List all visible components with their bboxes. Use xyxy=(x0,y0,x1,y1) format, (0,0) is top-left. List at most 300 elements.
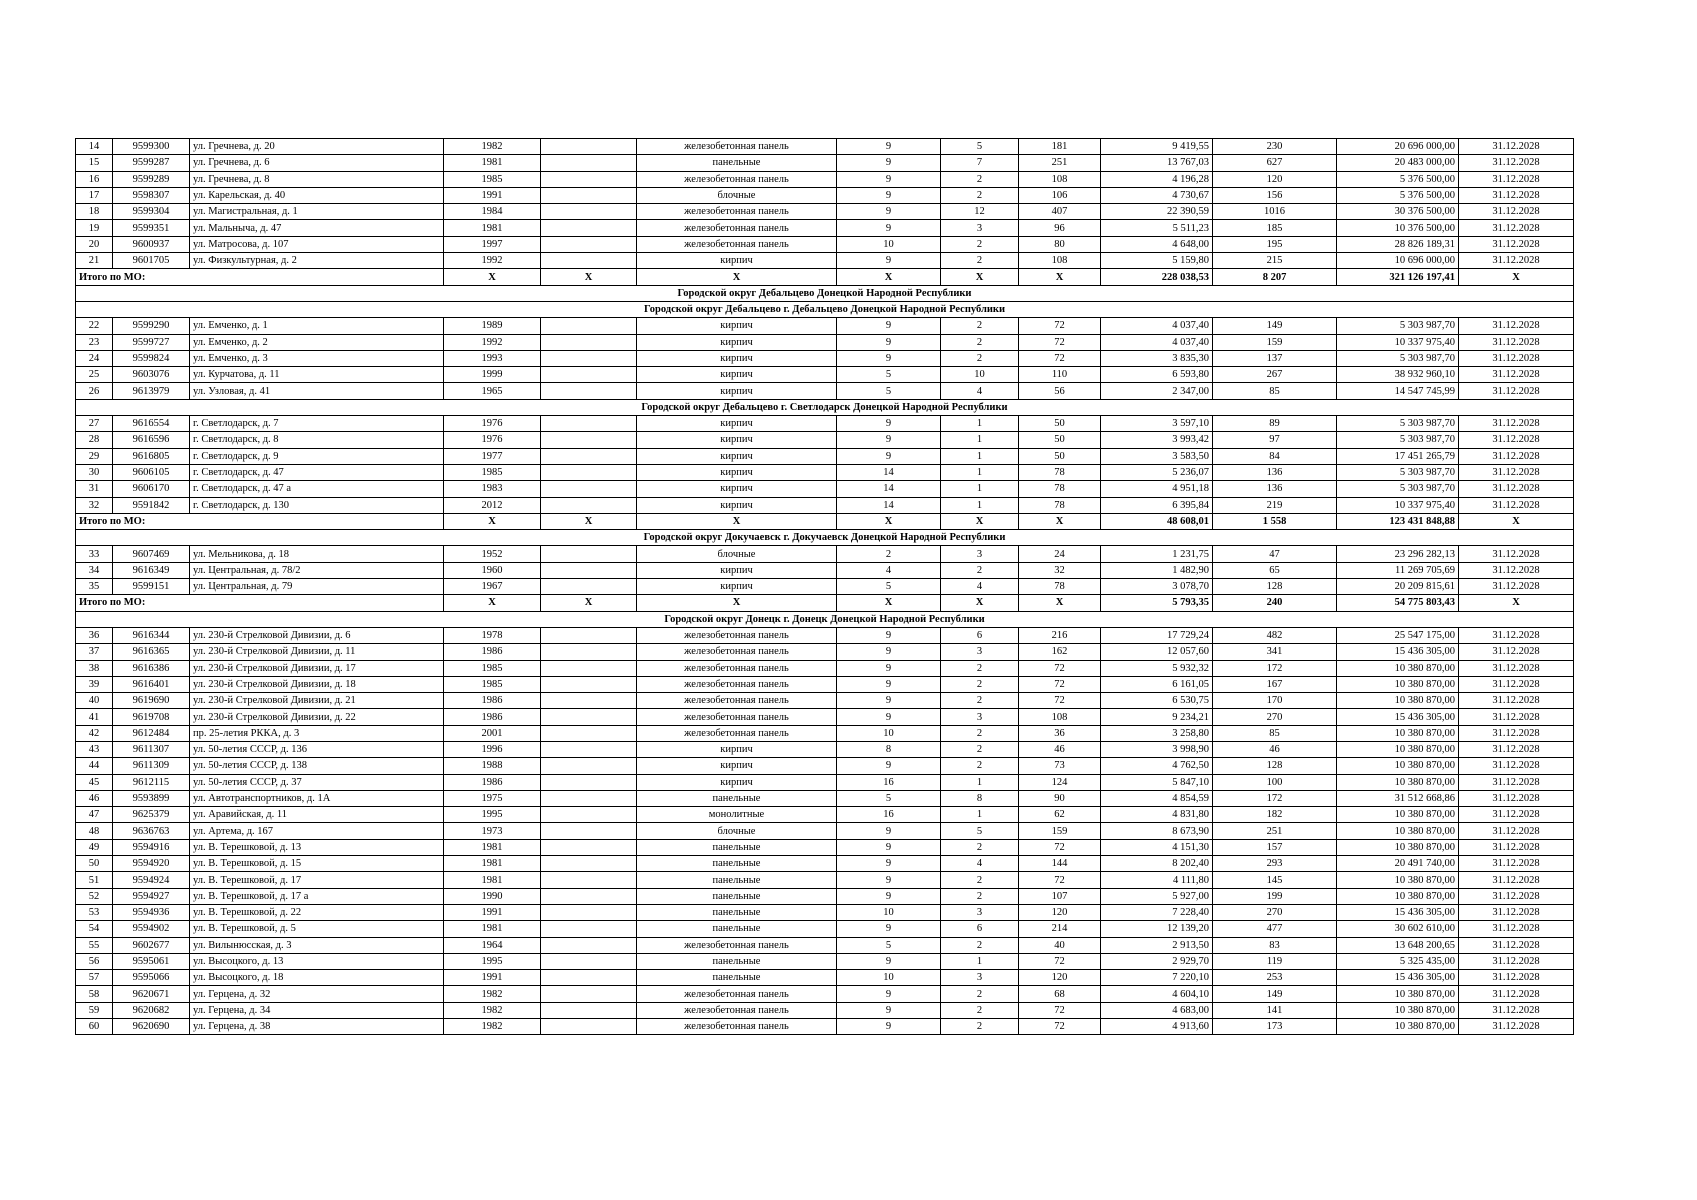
table-row xyxy=(76,937,1574,953)
cell-object-id: 9607469 xyxy=(113,546,190,562)
cell-cost: 10 380 870,00 xyxy=(1337,676,1459,692)
cell-wall-material: кирпич xyxy=(637,579,837,595)
cell-empty-col xyxy=(541,937,637,953)
cell-cost: 10 380 870,00 xyxy=(1337,1019,1459,1035)
cell-address: ул. 230-й Стрелковой Дивизии, д. 6 xyxy=(190,627,444,643)
cell-floors: 9 xyxy=(837,155,941,171)
cell-floors: 16 xyxy=(837,807,941,823)
table-row xyxy=(76,970,1574,986)
cell-deadline: 31.12.2028 xyxy=(1459,823,1574,839)
cell-entrances: 2 xyxy=(941,741,1019,757)
cell-address: ул. Гречнева, д. 20 xyxy=(190,139,444,155)
cell-object-id: 9598307 xyxy=(113,187,190,203)
cell-row-number: 17 xyxy=(76,187,113,203)
cell-apartments: 124 xyxy=(1019,774,1101,790)
total-row xyxy=(76,513,1574,529)
cell-area: 9 419,55 xyxy=(1101,139,1213,155)
cell-address: г. Светлодарск, д. 47 а xyxy=(190,481,444,497)
cell-wall-material: панельные xyxy=(637,872,837,888)
cell-wall-material: железобетонная панель xyxy=(637,171,837,187)
cell-year-built: 1992 xyxy=(444,334,541,350)
cell-apartments: 50 xyxy=(1019,416,1101,432)
cell-object-id: 9616365 xyxy=(113,644,190,660)
cell-address: ул. Емченко, д. 2 xyxy=(190,334,444,350)
cell-year-built: 1984 xyxy=(444,204,541,220)
cell-cost: 28 826 189,31 xyxy=(1337,236,1459,252)
cell-empty-col xyxy=(541,1002,637,1018)
cell-cost: 10 380 870,00 xyxy=(1337,725,1459,741)
cell-entrances: 2 xyxy=(941,1019,1019,1035)
cell-deadline: 31.12.2028 xyxy=(1459,432,1574,448)
cell-empty-col xyxy=(541,497,637,513)
cell-address: ул. Магистральная, д. 1 xyxy=(190,204,444,220)
cell-year-built: 1986 xyxy=(444,709,541,725)
cell-floors: 9 xyxy=(837,253,941,269)
cell-year-built: 1999 xyxy=(444,367,541,383)
cell-floors: 9 xyxy=(837,693,941,709)
cell-apartments: 62 xyxy=(1019,807,1101,823)
cell-area: 1 482,90 xyxy=(1101,562,1213,578)
cell-wall-material: железобетонная панель xyxy=(637,725,837,741)
cell-row-number: 47 xyxy=(76,807,113,823)
cell-row-number: 52 xyxy=(76,888,113,904)
total-cell: X xyxy=(637,269,837,285)
cell-deadline: 31.12.2028 xyxy=(1459,660,1574,676)
cell-address: ул. Гречнева, д. 8 xyxy=(190,171,444,187)
cell-residents: 199 xyxy=(1213,888,1337,904)
total-cell: X xyxy=(1019,595,1101,611)
cell-row-number: 18 xyxy=(76,204,113,220)
cell-cost: 15 436 305,00 xyxy=(1337,644,1459,660)
cell-empty-col xyxy=(541,725,637,741)
table-row xyxy=(76,758,1574,774)
section-title: Городской округ Дебальцево Донецкой Народной Республики xyxy=(76,285,1574,301)
cell-cost: 38 932 960,10 xyxy=(1337,367,1459,383)
cell-residents: 84 xyxy=(1213,448,1337,464)
cell-empty-col xyxy=(541,448,637,464)
cell-apartments: 72 xyxy=(1019,872,1101,888)
cell-apartments: 78 xyxy=(1019,579,1101,595)
cell-area: 12 139,20 xyxy=(1101,921,1213,937)
cell-row-number: 24 xyxy=(76,350,113,366)
total-cell: X xyxy=(444,269,541,285)
cell-area: 12 057,60 xyxy=(1101,644,1213,660)
cell-cost: 20 209 815,61 xyxy=(1337,579,1459,595)
cell-floors: 9 xyxy=(837,1002,941,1018)
cell-empty-col xyxy=(541,741,637,757)
cell-wall-material: железобетонная панель xyxy=(637,676,837,692)
table-row xyxy=(76,676,1574,692)
cell-object-id: 9599287 xyxy=(113,155,190,171)
cell-apartments: 36 xyxy=(1019,725,1101,741)
cell-object-id: 9602677 xyxy=(113,937,190,953)
cell-area: 4 196,28 xyxy=(1101,171,1213,187)
cell-cost: 15 436 305,00 xyxy=(1337,904,1459,920)
table-row xyxy=(76,904,1574,920)
cell-year-built: 1990 xyxy=(444,888,541,904)
cell-wall-material: панельные xyxy=(637,888,837,904)
cell-entrances: 10 xyxy=(941,367,1019,383)
cell-apartments: 78 xyxy=(1019,481,1101,497)
cell-year-built: 1982 xyxy=(444,1002,541,1018)
cell-floors: 4 xyxy=(837,562,941,578)
cell-object-id: 9612115 xyxy=(113,774,190,790)
cell-address: ул. В. Терешковой, д. 17 xyxy=(190,872,444,888)
cell-entrances: 1 xyxy=(941,448,1019,464)
cell-wall-material: железобетонная панель xyxy=(637,986,837,1002)
cell-year-built: 1985 xyxy=(444,660,541,676)
cell-address: г. Светлодарск, д. 47 xyxy=(190,464,444,480)
cell-residents: 270 xyxy=(1213,709,1337,725)
cell-row-number: 54 xyxy=(76,921,113,937)
cell-floors: 9 xyxy=(837,856,941,872)
cell-address: ул. Физкультурная, д. 2 xyxy=(190,253,444,269)
cell-residents: 46 xyxy=(1213,741,1337,757)
cell-cost: 10 696 000,00 xyxy=(1337,253,1459,269)
total-cell: X xyxy=(637,513,837,529)
cell-area: 8 673,90 xyxy=(1101,823,1213,839)
cell-floors: 8 xyxy=(837,741,941,757)
table-row xyxy=(76,204,1574,220)
cell-entrances: 8 xyxy=(941,790,1019,806)
cell-year-built: 1977 xyxy=(444,448,541,464)
cell-deadline: 31.12.2028 xyxy=(1459,204,1574,220)
cell-floors: 9 xyxy=(837,660,941,676)
cell-cost: 5 325 435,00 xyxy=(1337,953,1459,969)
cell-deadline: 31.12.2028 xyxy=(1459,171,1574,187)
cell-address: ул. Автотранспортников, д. 1А xyxy=(190,790,444,806)
cell-deadline: 31.12.2028 xyxy=(1459,220,1574,236)
cell-address: ул. Артема, д. 167 xyxy=(190,823,444,839)
cell-wall-material: железобетонная панель xyxy=(637,236,837,252)
table-row xyxy=(76,660,1574,676)
cell-residents: 145 xyxy=(1213,872,1337,888)
cell-row-number: 43 xyxy=(76,741,113,757)
table-row xyxy=(76,725,1574,741)
cell-area: 2 929,70 xyxy=(1101,953,1213,969)
cell-floors: 10 xyxy=(837,904,941,920)
cell-wall-material: панельные xyxy=(637,904,837,920)
table-row xyxy=(76,1019,1574,1035)
cell-empty-col xyxy=(541,839,637,855)
cell-entrances: 1 xyxy=(941,497,1019,513)
cell-empty-col xyxy=(541,383,637,399)
cell-cost: 5 376 500,00 xyxy=(1337,171,1459,187)
cell-empty-col xyxy=(541,823,637,839)
cell-entrances: 1 xyxy=(941,774,1019,790)
cell-object-id: 9600937 xyxy=(113,236,190,252)
total-cell: X xyxy=(837,513,941,529)
table-row xyxy=(76,318,1574,334)
table-row xyxy=(76,383,1574,399)
cell-deadline: 31.12.2028 xyxy=(1459,562,1574,578)
cell-area: 5 236,07 xyxy=(1101,464,1213,480)
total-cell: X xyxy=(444,595,541,611)
cell-deadline: 31.12.2028 xyxy=(1459,807,1574,823)
cell-entrances: 3 xyxy=(941,904,1019,920)
cell-wall-material: кирпич xyxy=(637,350,837,366)
cell-apartments: 108 xyxy=(1019,171,1101,187)
cell-empty-col xyxy=(541,562,637,578)
cell-entrances: 2 xyxy=(941,937,1019,953)
cell-year-built: 1997 xyxy=(444,236,541,252)
cell-address: пр. 25-летия РККА, д. 3 xyxy=(190,725,444,741)
cell-wall-material: железобетонная панель xyxy=(637,139,837,155)
cell-address: ул. В. Терешковой, д. 15 xyxy=(190,856,444,872)
cell-wall-material: железобетонная панель xyxy=(637,204,837,220)
cell-apartments: 24 xyxy=(1019,546,1101,562)
cell-residents: 85 xyxy=(1213,383,1337,399)
table-row xyxy=(76,644,1574,660)
cell-cost: 5 303 987,70 xyxy=(1337,464,1459,480)
cell-empty-col xyxy=(541,432,637,448)
cell-residents: 341 xyxy=(1213,644,1337,660)
cell-area: 6 161,05 xyxy=(1101,676,1213,692)
cell-object-id: 9599351 xyxy=(113,220,190,236)
cell-deadline: 31.12.2028 xyxy=(1459,970,1574,986)
cell-empty-col xyxy=(541,220,637,236)
cell-row-number: 16 xyxy=(76,171,113,187)
cell-row-number: 60 xyxy=(76,1019,113,1035)
table-row xyxy=(76,807,1574,823)
cell-wall-material: кирпич xyxy=(637,464,837,480)
table-row xyxy=(76,464,1574,480)
cell-object-id: 9616805 xyxy=(113,448,190,464)
cell-row-number: 48 xyxy=(76,823,113,839)
cell-deadline: 31.12.2028 xyxy=(1459,155,1574,171)
cell-object-id: 9599300 xyxy=(113,139,190,155)
table-row xyxy=(76,334,1574,350)
cell-year-built: 1964 xyxy=(444,937,541,953)
cell-row-number: 21 xyxy=(76,253,113,269)
table-row xyxy=(76,921,1574,937)
cell-deadline: 31.12.2028 xyxy=(1459,921,1574,937)
cell-address: ул. В. Терешковой, д. 22 xyxy=(190,904,444,920)
cell-empty-col xyxy=(541,187,637,203)
cell-wall-material: панельные xyxy=(637,921,837,937)
total-cell: 5 793,35 xyxy=(1101,595,1213,611)
cell-floors: 14 xyxy=(837,464,941,480)
housing-register-table xyxy=(75,138,1574,1035)
cell-entrances: 2 xyxy=(941,562,1019,578)
table-body xyxy=(76,139,1574,1035)
cell-area: 5 511,23 xyxy=(1101,220,1213,236)
cell-area: 4 951,18 xyxy=(1101,481,1213,497)
table-row xyxy=(76,350,1574,366)
cell-wall-material: панельные xyxy=(637,155,837,171)
cell-wall-material: кирпич xyxy=(637,481,837,497)
cell-row-number: 39 xyxy=(76,676,113,692)
table-row xyxy=(76,627,1574,643)
cell-cost: 10 380 870,00 xyxy=(1337,872,1459,888)
cell-empty-col xyxy=(541,774,637,790)
section-header-row xyxy=(76,285,1574,301)
cell-floors: 9 xyxy=(837,888,941,904)
cell-wall-material: панельные xyxy=(637,790,837,806)
total-cell: X xyxy=(541,513,637,529)
cell-object-id: 9620690 xyxy=(113,1019,190,1035)
cell-residents: 137 xyxy=(1213,350,1337,366)
cell-object-id: 9606105 xyxy=(113,464,190,480)
cell-empty-col xyxy=(541,904,637,920)
municipality-title: Городской округ Дебальцево г. Дебальцево Донецкой Народной Республики xyxy=(76,301,1574,317)
cell-floors: 9 xyxy=(837,187,941,203)
cell-row-number: 50 xyxy=(76,856,113,872)
cell-residents: 119 xyxy=(1213,953,1337,969)
cell-deadline: 31.12.2028 xyxy=(1459,872,1574,888)
table-row xyxy=(76,367,1574,383)
cell-object-id: 9636763 xyxy=(113,823,190,839)
cell-empty-col xyxy=(541,318,637,334)
cell-floors: 9 xyxy=(837,416,941,432)
table-row xyxy=(76,1002,1574,1018)
cell-floors: 14 xyxy=(837,481,941,497)
cell-entrances: 2 xyxy=(941,350,1019,366)
cell-wall-material: кирпич xyxy=(637,334,837,350)
cell-cost: 10 337 975,40 xyxy=(1337,334,1459,350)
cell-row-number: 14 xyxy=(76,139,113,155)
total-cell: X xyxy=(941,269,1019,285)
cell-address: ул. Аравийская, д. 11 xyxy=(190,807,444,823)
cell-area: 5 927,00 xyxy=(1101,888,1213,904)
cell-address: ул. 230-й Стрелковой Дивизии, д. 21 xyxy=(190,693,444,709)
cell-wall-material: кирпич xyxy=(637,432,837,448)
cell-year-built: 1992 xyxy=(444,253,541,269)
cell-year-built: 1991 xyxy=(444,970,541,986)
cell-cost: 11 269 705,69 xyxy=(1337,562,1459,578)
cell-cost: 10 337 975,40 xyxy=(1337,497,1459,513)
cell-object-id: 9591842 xyxy=(113,497,190,513)
cell-residents: 85 xyxy=(1213,725,1337,741)
cell-wall-material: кирпич xyxy=(637,416,837,432)
cell-floors: 9 xyxy=(837,986,941,1002)
table-row xyxy=(76,253,1574,269)
cell-floors: 9 xyxy=(837,448,941,464)
cell-empty-col xyxy=(541,416,637,432)
cell-area: 6 395,84 xyxy=(1101,497,1213,513)
total-cell: X xyxy=(1459,595,1574,611)
cell-floors: 9 xyxy=(837,921,941,937)
cell-entrances: 1 xyxy=(941,416,1019,432)
cell-apartments: 106 xyxy=(1019,187,1101,203)
table-row xyxy=(76,823,1574,839)
cell-object-id: 9611307 xyxy=(113,741,190,757)
cell-object-id: 9601705 xyxy=(113,253,190,269)
cell-year-built: 2012 xyxy=(444,497,541,513)
cell-wall-material: блочные xyxy=(637,546,837,562)
cell-address: ул. Вилынюсская, д. 3 xyxy=(190,937,444,953)
cell-address: ул. Мальныча, д. 47 xyxy=(190,220,444,236)
cell-object-id: 9599727 xyxy=(113,334,190,350)
cell-deadline: 31.12.2028 xyxy=(1459,627,1574,643)
cell-cost: 10 380 870,00 xyxy=(1337,888,1459,904)
cell-row-number: 19 xyxy=(76,220,113,236)
cell-empty-col xyxy=(541,970,637,986)
cell-row-number: 22 xyxy=(76,318,113,334)
cell-address: г. Светлодарск, д. 130 xyxy=(190,497,444,513)
cell-wall-material: панельные xyxy=(637,970,837,986)
cell-area: 5 159,80 xyxy=(1101,253,1213,269)
cell-row-number: 25 xyxy=(76,367,113,383)
cell-row-number: 41 xyxy=(76,709,113,725)
cell-empty-col xyxy=(541,856,637,872)
cell-address: ул. Герцена, д. 32 xyxy=(190,986,444,1002)
cell-apartments: 78 xyxy=(1019,464,1101,480)
cell-apartments: 144 xyxy=(1019,856,1101,872)
cell-entrances: 5 xyxy=(941,823,1019,839)
total-cell: X xyxy=(1019,513,1101,529)
cell-empty-col xyxy=(541,464,637,480)
cell-year-built: 1981 xyxy=(444,220,541,236)
table-row xyxy=(76,709,1574,725)
cell-deadline: 31.12.2028 xyxy=(1459,1019,1574,1035)
table-row xyxy=(76,155,1574,171)
cell-address: ул. 230-й Стрелковой Дивизии, д. 11 xyxy=(190,644,444,660)
cell-entrances: 2 xyxy=(941,318,1019,334)
cell-year-built: 1995 xyxy=(444,807,541,823)
cell-floors: 10 xyxy=(837,970,941,986)
cell-floors: 9 xyxy=(837,627,941,643)
cell-entrances: 2 xyxy=(941,725,1019,741)
cell-object-id: 9603076 xyxy=(113,367,190,383)
cell-row-number: 55 xyxy=(76,937,113,953)
cell-year-built: 1988 xyxy=(444,758,541,774)
cell-deadline: 31.12.2028 xyxy=(1459,986,1574,1002)
total-cell: X xyxy=(1459,269,1574,285)
cell-apartments: 120 xyxy=(1019,970,1101,986)
cell-floors: 9 xyxy=(837,318,941,334)
cell-object-id: 9619690 xyxy=(113,693,190,709)
cell-residents: 136 xyxy=(1213,464,1337,480)
cell-cost: 10 380 870,00 xyxy=(1337,741,1459,757)
cell-year-built: 1983 xyxy=(444,481,541,497)
cell-row-number: 33 xyxy=(76,546,113,562)
table-row xyxy=(76,953,1574,969)
cell-empty-col xyxy=(541,481,637,497)
cell-apartments: 72 xyxy=(1019,1002,1101,1018)
cell-year-built: 1976 xyxy=(444,416,541,432)
cell-address: ул. 230-й Стрелковой Дивизии, д. 18 xyxy=(190,676,444,692)
cell-object-id: 9599151 xyxy=(113,579,190,595)
cell-floors: 5 xyxy=(837,579,941,595)
total-cell: 48 608,01 xyxy=(1101,513,1213,529)
cell-residents: 141 xyxy=(1213,1002,1337,1018)
cell-address: ул. В. Терешковой, д. 17 а xyxy=(190,888,444,904)
cell-area: 2 347,00 xyxy=(1101,383,1213,399)
cell-row-number: 26 xyxy=(76,383,113,399)
cell-area: 5 932,32 xyxy=(1101,660,1213,676)
cell-empty-col xyxy=(541,758,637,774)
cell-empty-col xyxy=(541,709,637,725)
cell-address: ул. Гречнева, д. 6 xyxy=(190,155,444,171)
cell-address: ул. В. Терешковой, д. 5 xyxy=(190,921,444,937)
cell-object-id: 9594936 xyxy=(113,904,190,920)
cell-residents: 251 xyxy=(1213,823,1337,839)
cell-row-number: 49 xyxy=(76,839,113,855)
cell-cost: 15 436 305,00 xyxy=(1337,970,1459,986)
cell-apartments: 72 xyxy=(1019,1019,1101,1035)
cell-row-number: 44 xyxy=(76,758,113,774)
cell-entrances: 2 xyxy=(941,693,1019,709)
cell-address: ул. Карельская, д. 40 xyxy=(190,187,444,203)
cell-area: 3 993,42 xyxy=(1101,432,1213,448)
cell-year-built: 1981 xyxy=(444,856,541,872)
cell-deadline: 31.12.2028 xyxy=(1459,693,1574,709)
cell-year-built: 1981 xyxy=(444,155,541,171)
cell-year-built: 1982 xyxy=(444,1019,541,1035)
cell-object-id: 9594916 xyxy=(113,839,190,855)
cell-deadline: 31.12.2028 xyxy=(1459,904,1574,920)
